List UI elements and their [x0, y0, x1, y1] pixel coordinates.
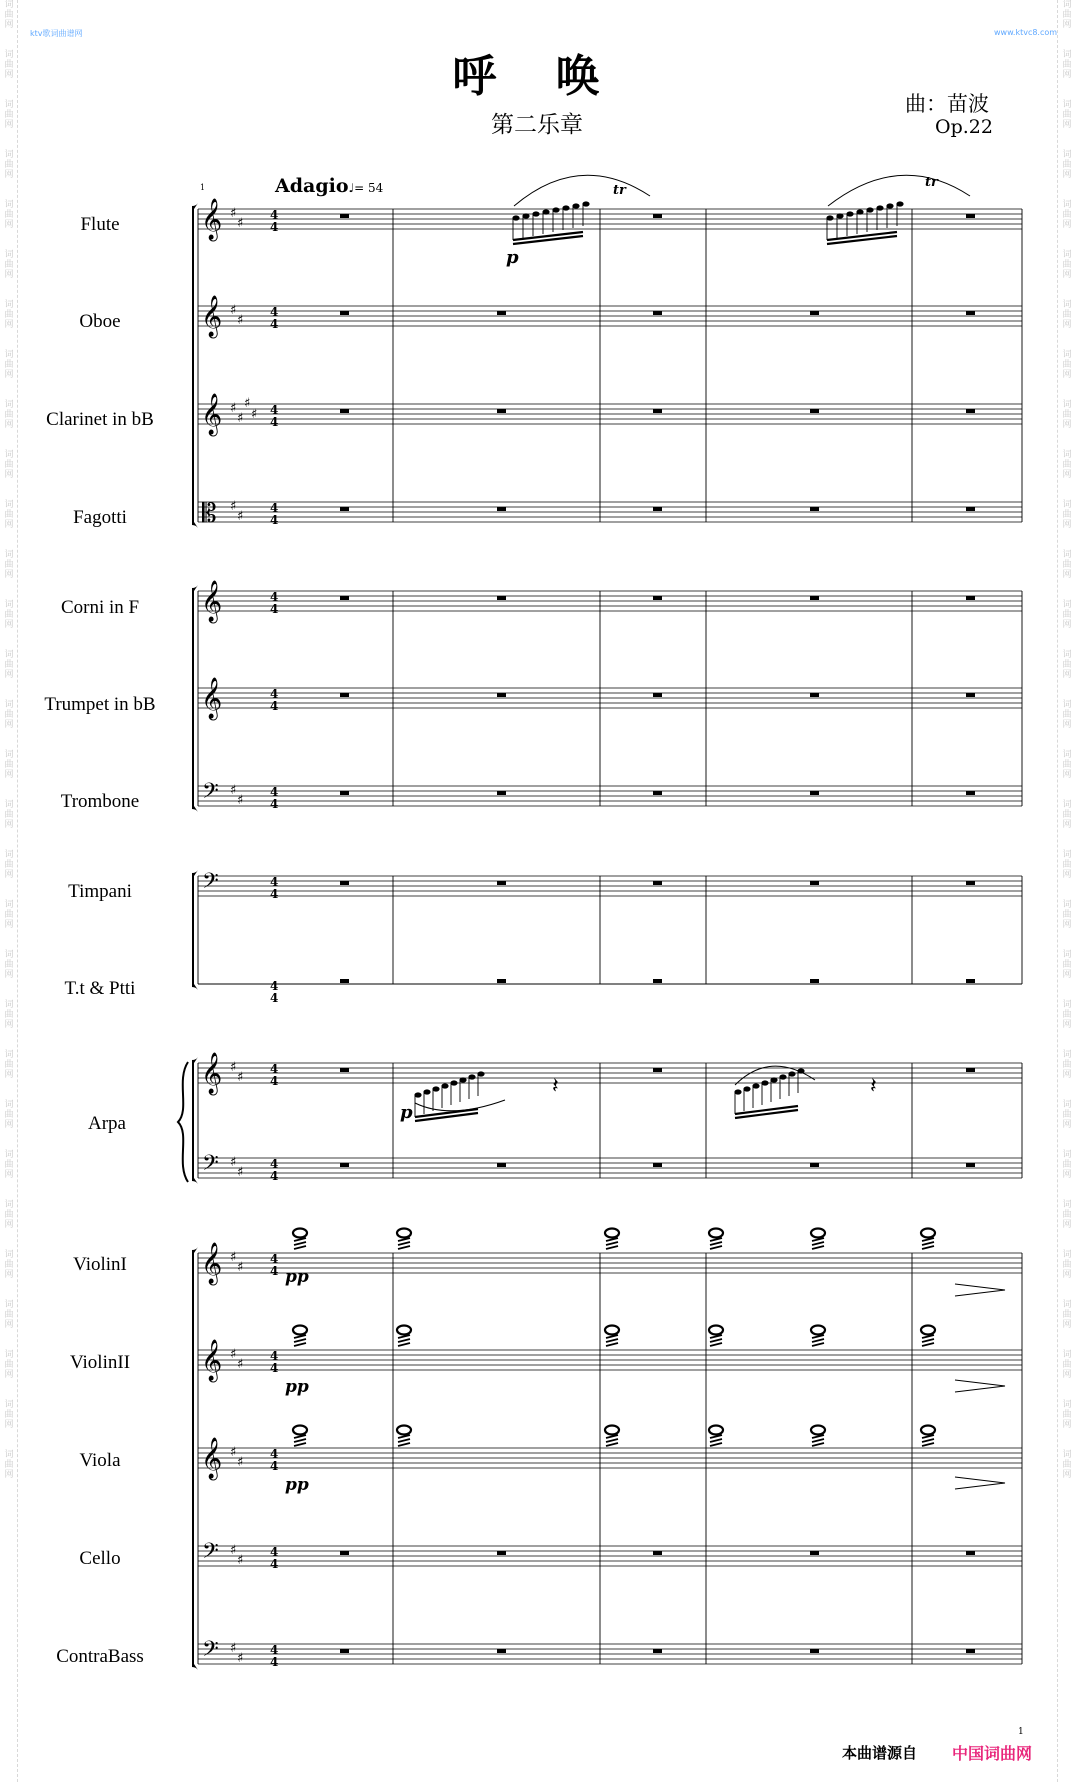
- note-head: [770, 1077, 777, 1082]
- decrescendo-hairpin: [955, 1380, 1005, 1392]
- note-head: [532, 211, 539, 216]
- whole-rest: [966, 311, 975, 315]
- note-beam: [827, 236, 897, 244]
- key-sharp: ♯: [251, 407, 258, 422]
- time-signature-bottom: 4: [270, 699, 279, 713]
- label-flute: Flute: [80, 214, 120, 235]
- opus-number: Op.22: [935, 116, 993, 138]
- whole-rest: [810, 596, 819, 600]
- tremolo-stroke: [922, 1343, 934, 1346]
- whole-rest: [497, 311, 506, 315]
- note-head: [522, 213, 529, 218]
- tenor-clef: 𝄡: [202, 499, 217, 529]
- time-signature-top: 4: [270, 1157, 279, 1171]
- key-sharp: ♯: [237, 1455, 244, 1470]
- dynamic-p: p: [400, 1102, 413, 1123]
- group-bracket: [192, 1247, 198, 1670]
- tremolo-stroke: [606, 1246, 618, 1249]
- footer-source-label: 本曲谱源自: [842, 1744, 918, 1762]
- treble-clef: 𝄞: [201, 1243, 223, 1284]
- tremolo-stroke: [812, 1339, 824, 1342]
- measure-number: 1: [200, 183, 206, 192]
- tremolo-stroke: [710, 1339, 722, 1342]
- tremolo-stroke: [812, 1343, 824, 1346]
- whole-rest: [810, 979, 819, 983]
- key-sharp: ♯: [230, 1155, 237, 1170]
- note-head: [826, 215, 833, 220]
- whole-rest: [966, 214, 975, 218]
- whole-rest: [340, 1649, 349, 1653]
- time-signature-top: 4: [270, 208, 279, 222]
- time-signature-bottom: 4: [270, 887, 279, 901]
- tremolo-stroke: [398, 1439, 410, 1442]
- label-arpa: Arpa: [88, 1113, 126, 1134]
- tremolo-stroke: [812, 1246, 824, 1249]
- whole-note: [397, 1326, 411, 1335]
- key-sharp: ♯: [230, 1445, 237, 1460]
- whole-rest: [653, 1551, 662, 1555]
- whole-rest: [653, 311, 662, 315]
- trill-mark: tr: [613, 183, 626, 198]
- treble-clef: 𝄞: [201, 1340, 223, 1381]
- time-signature-top: 4: [270, 875, 279, 889]
- time-signature-bottom: 4: [270, 1655, 279, 1669]
- tremolo-stroke: [812, 1439, 824, 1442]
- tremolo-stroke: [710, 1443, 722, 1446]
- tremolo-stroke: [294, 1443, 306, 1446]
- note-head: [459, 1077, 466, 1082]
- bass-clef: 𝄢: [202, 779, 219, 809]
- dynamic-pp: pp: [285, 1475, 309, 1495]
- whole-rest: [340, 979, 349, 983]
- note-head: [512, 215, 519, 220]
- whole-rest: [810, 409, 819, 413]
- whole-note: [605, 1326, 619, 1335]
- tremolo-stroke: [812, 1443, 824, 1446]
- movement-subtitle: 第二乐章: [491, 112, 583, 138]
- key-sharp: ♯: [237, 793, 244, 808]
- note-beam: [513, 232, 583, 240]
- whole-rest: [966, 979, 975, 983]
- key-sharp: ♯: [237, 1165, 244, 1180]
- bass-clef: 𝄢: [202, 1539, 219, 1569]
- whole-note: [293, 1326, 307, 1335]
- whole-note: [709, 1229, 723, 1238]
- tremolo-stroke: [398, 1343, 410, 1346]
- whole-rest: [497, 1163, 506, 1167]
- tremolo-stroke: [606, 1339, 618, 1342]
- note-head: [761, 1080, 768, 1085]
- whole-rest: [653, 596, 662, 600]
- harp-brace: [178, 1062, 188, 1182]
- time-signature-top: 4: [270, 1349, 279, 1363]
- note-head: [432, 1086, 439, 1091]
- dynamic-pp: pp: [285, 1267, 309, 1287]
- treble-clef: 𝄞: [201, 678, 223, 719]
- whole-rest: [653, 507, 662, 511]
- time-signature-top: 4: [270, 979, 279, 993]
- time-signature-top: 4: [270, 1447, 279, 1461]
- right-side-watermark: 词 曲 网 词 曲 网 词 曲 网 词 曲 网 词 曲 网 词 曲 网 词 曲 网 词 曲 网 词 曲 网 词 曲 网 词 曲 网 词 曲 网 词 曲 网 词 曲 网 词 曲 网 词 曲 网 词 曲 网 词 曲 网 词 曲 网 词 曲 网 词 曲 网 词 曲 网 词 曲 网 词 曲 网 词 曲 网 词 曲 网 词 曲 网 词 曲 网 词 曲 网 词 曲 网: [1062, 0, 1072, 1480]
- note-head: [856, 209, 863, 214]
- whole-note: [293, 1426, 307, 1435]
- tremolo-stroke: [710, 1242, 722, 1245]
- key-sharp: ♯: [230, 303, 237, 318]
- treble-clef: 𝄞: [201, 581, 223, 622]
- note-beam: [415, 1113, 478, 1121]
- metronome-mark: ♩= 54: [348, 181, 384, 195]
- label-corni: Corni in F: [60, 597, 140, 618]
- key-sharp: ♯: [230, 1543, 237, 1558]
- tremolo-stroke: [606, 1242, 618, 1245]
- key-sharp: ♯: [237, 411, 244, 426]
- bass-clef: 𝄢: [202, 869, 219, 899]
- key-sharp: ♯: [230, 1641, 237, 1656]
- note-beam: [735, 1110, 798, 1118]
- tremolo-stroke: [812, 1242, 824, 1245]
- note-head: [468, 1074, 475, 1079]
- key-sharp: ♯: [230, 1347, 237, 1362]
- time-signature-bottom: 4: [270, 1074, 279, 1088]
- whole-note: [709, 1326, 723, 1335]
- treble-clef: 𝄞: [201, 394, 223, 435]
- whole-rest: [340, 693, 349, 697]
- whole-rest: [966, 881, 975, 885]
- treble-clef: 𝄞: [201, 1438, 223, 1479]
- time-signature-top: 4: [270, 1643, 279, 1657]
- key-sharp: ♯: [237, 216, 244, 231]
- tremolo-stroke: [710, 1343, 722, 1346]
- tremolo-stroke: [398, 1242, 410, 1245]
- whole-rest: [810, 1551, 819, 1555]
- slur: [514, 175, 650, 206]
- whole-rest: [497, 1551, 506, 1555]
- label-contrabass: ContraBass: [56, 1646, 144, 1667]
- time-signature-bottom: 4: [270, 1459, 279, 1473]
- time-signature-top: 4: [270, 305, 279, 319]
- whole-rest: [653, 791, 662, 795]
- whole-rest: [653, 979, 662, 983]
- time-signature-top: 4: [270, 501, 279, 515]
- tremolo-stroke: [398, 1246, 410, 1249]
- whole-note: [709, 1426, 723, 1435]
- whole-rest: [497, 791, 506, 795]
- tremolo-stroke: [606, 1439, 618, 1442]
- group-bracket: [192, 1057, 198, 1184]
- note-head: [734, 1089, 741, 1094]
- whole-rest: [810, 1649, 819, 1653]
- note-head: [866, 207, 873, 212]
- key-sharp: ♯: [237, 1260, 244, 1275]
- treble-clef: 𝄞: [201, 296, 223, 337]
- whole-rest: [497, 1649, 506, 1653]
- group-bracket: [192, 203, 198, 528]
- note-head: [562, 205, 569, 210]
- time-signature-bottom: 4: [270, 317, 279, 331]
- time-signature-bottom: 4: [270, 1264, 279, 1278]
- bass-clef: 𝄢: [202, 1151, 219, 1181]
- label-timpani: Timpani: [68, 881, 132, 902]
- whole-rest: [966, 1551, 975, 1555]
- whole-rest: [340, 1163, 349, 1167]
- whole-rest: [966, 1649, 975, 1653]
- whole-rest: [966, 507, 975, 511]
- time-signature-bottom: 4: [270, 1361, 279, 1375]
- note-head: [752, 1083, 759, 1088]
- note-head: [572, 203, 579, 208]
- whole-rest: [340, 791, 349, 795]
- whole-rest: [653, 1649, 662, 1653]
- note-head: [542, 209, 549, 214]
- note-head: [788, 1071, 795, 1076]
- time-signature-top: 4: [270, 590, 279, 604]
- whole-note: [921, 1326, 935, 1335]
- group-bracket: [192, 870, 198, 990]
- whole-rest: [340, 409, 349, 413]
- whole-note: [811, 1326, 825, 1335]
- composer-credit: 曲：苗波: [905, 92, 989, 116]
- key-sharp: ♯: [230, 401, 237, 416]
- key-sharp: ♯: [230, 499, 237, 514]
- whole-rest: [810, 1163, 819, 1167]
- quarter-rest: 𝄽: [552, 1074, 559, 1099]
- whole-rest: [340, 311, 349, 315]
- key-sharp: ♯: [237, 1070, 244, 1085]
- note-beam: [827, 232, 897, 240]
- treble-clef: 𝄞: [201, 1053, 223, 1094]
- whole-note: [397, 1426, 411, 1435]
- tremolo-stroke: [398, 1443, 410, 1446]
- group-bracket: [192, 585, 198, 812]
- trill-mark: tr: [925, 175, 938, 190]
- note-head: [450, 1080, 457, 1085]
- key-sharp: ♯: [244, 396, 251, 411]
- time-signature-top: 4: [270, 1062, 279, 1076]
- site-right-text: www.ktvc8.com: [994, 28, 1058, 37]
- label-fagotti: Fagotti: [73, 507, 127, 528]
- bass-clef: 𝄢: [202, 1637, 219, 1667]
- note-head: [743, 1086, 750, 1091]
- whole-note: [921, 1229, 935, 1238]
- label-cello: Cello: [79, 1548, 121, 1569]
- footer-source-site[interactable]: 中国词曲网: [952, 1744, 1033, 1763]
- time-signature-top: 4: [270, 403, 279, 417]
- treble-clef: 𝄞: [201, 199, 223, 240]
- whole-rest: [966, 1163, 975, 1167]
- note-head: [779, 1074, 786, 1079]
- note-beam: [513, 236, 583, 244]
- tremolo-stroke: [294, 1339, 306, 1342]
- time-signature-top: 4: [270, 785, 279, 799]
- key-sharp: ♯: [230, 1060, 237, 1075]
- whole-note: [605, 1229, 619, 1238]
- whole-rest: [653, 881, 662, 885]
- tremolo-stroke: [710, 1439, 722, 1442]
- whole-rest: [340, 214, 349, 218]
- whole-rest: [810, 791, 819, 795]
- whole-rest: [966, 1068, 975, 1072]
- time-signature-bottom: 4: [270, 991, 279, 1005]
- note-head: [896, 201, 903, 206]
- key-sharp: ♯: [237, 1357, 244, 1372]
- decrescendo-hairpin: [955, 1284, 1005, 1296]
- key-sharp: ♯: [237, 1553, 244, 1568]
- time-signature-bottom: 4: [270, 220, 279, 234]
- tremolo-stroke: [606, 1443, 618, 1446]
- tremolo-stroke: [294, 1439, 306, 1442]
- label-violin1: ViolinI: [73, 1254, 127, 1275]
- slur: [828, 175, 970, 206]
- time-signature-top: 4: [270, 687, 279, 701]
- score-title: 呼 唤: [452, 51, 622, 102]
- dynamic-p: p: [506, 247, 519, 268]
- tremolo-stroke: [710, 1246, 722, 1249]
- note-head: [441, 1083, 448, 1088]
- dynamic-pp: pp: [285, 1377, 309, 1397]
- time-signature-bottom: 4: [270, 602, 279, 616]
- key-sharp: ♯: [230, 206, 237, 221]
- tremolo-stroke: [922, 1443, 934, 1446]
- tremolo-stroke: [922, 1439, 934, 1442]
- whole-rest: [497, 596, 506, 600]
- label-viola: Viola: [79, 1450, 121, 1471]
- whole-rest: [340, 1551, 349, 1555]
- note-head: [423, 1089, 430, 1094]
- whole-note: [605, 1426, 619, 1435]
- label-trumpet: Trumpet in bB: [44, 694, 156, 715]
- whole-rest: [497, 507, 506, 511]
- key-sharp: ♯: [237, 509, 244, 524]
- note-head: [414, 1092, 421, 1097]
- label-oboe: Oboe: [79, 311, 121, 332]
- whole-rest: [966, 596, 975, 600]
- tempo-text: Adagio: [275, 175, 349, 197]
- note-head: [552, 207, 559, 212]
- note-head: [582, 201, 589, 206]
- whole-rest: [653, 693, 662, 697]
- whole-rest: [966, 791, 975, 795]
- key-sharp: ♯: [237, 1651, 244, 1666]
- quarter-rest: 𝄽: [870, 1074, 877, 1099]
- whole-rest: [810, 881, 819, 885]
- whole-note: [811, 1426, 825, 1435]
- tremolo-stroke: [294, 1343, 306, 1346]
- whole-rest: [810, 311, 819, 315]
- whole-rest: [497, 881, 506, 885]
- whole-note: [397, 1229, 411, 1238]
- key-sharp: ♯: [230, 783, 237, 798]
- time-signature-bottom: 4: [270, 415, 279, 429]
- whole-note: [811, 1229, 825, 1238]
- key-sharp: ♯: [230, 1250, 237, 1265]
- note-head: [876, 205, 883, 210]
- tremolo-stroke: [606, 1343, 618, 1346]
- label-violin2: ViolinII: [69, 1352, 131, 1373]
- time-signature-top: 4: [270, 1252, 279, 1266]
- whole-rest: [340, 881, 349, 885]
- time-signature-bottom: 4: [270, 513, 279, 527]
- tremolo-stroke: [922, 1339, 934, 1342]
- whole-rest: [497, 693, 506, 697]
- whole-note: [293, 1229, 307, 1238]
- whole-rest: [497, 979, 506, 983]
- tremolo-stroke: [922, 1242, 934, 1245]
- whole-rest: [653, 214, 662, 218]
- whole-rest: [810, 693, 819, 697]
- tremolo-stroke: [294, 1242, 306, 1245]
- time-signature-bottom: 4: [270, 1169, 279, 1183]
- whole-rest: [340, 1068, 349, 1072]
- whole-rest: [653, 1068, 662, 1072]
- note-head: [886, 203, 893, 208]
- whole-rest: [810, 507, 819, 511]
- page-number: 1: [1018, 1727, 1024, 1737]
- decrescendo-hairpin: [955, 1477, 1005, 1489]
- time-signature-bottom: 4: [270, 1557, 279, 1571]
- tremolo-stroke: [294, 1246, 306, 1249]
- whole-rest: [340, 596, 349, 600]
- time-signature-bottom: 4: [270, 797, 279, 811]
- label-trombone: Trombone: [60, 791, 140, 812]
- note-head: [836, 213, 843, 218]
- note-head: [846, 211, 853, 216]
- whole-note: [921, 1426, 935, 1435]
- whole-rest: [340, 507, 349, 511]
- note-head: [477, 1071, 484, 1076]
- whole-rest: [653, 409, 662, 413]
- tremolo-stroke: [398, 1339, 410, 1342]
- whole-rest: [966, 693, 975, 697]
- time-signature-top: 4: [270, 1545, 279, 1559]
- label-tt-ptti: T.t & Ptti: [64, 978, 136, 999]
- tremolo-stroke: [922, 1246, 934, 1249]
- whole-rest: [966, 409, 975, 413]
- key-sharp: ♯: [237, 313, 244, 328]
- label-clarinet: Clarinet in bB: [46, 409, 154, 430]
- whole-rest: [497, 409, 506, 413]
- whole-rest: [653, 1163, 662, 1167]
- left-side-watermark: 词 曲 网 词 曲 网 词 曲 网 词 曲 网 词 曲 网 词 曲 网 词 曲 网 词 曲 网 词 曲 网 词 曲 网 词 曲 网 词 曲 网 词 曲 网 词 曲 网 词 曲 网 词 曲 网 词 曲 网 词 曲 网 词 曲 网 词 曲 网 词 曲 网 词 曲 网 词 曲 网 词 曲 网 词 曲 网 词 曲 网 词 曲 网 词 曲 网 词 曲 网 词 曲 网: [4, 0, 14, 1480]
- site-left-text: ktv歌词曲谱网: [30, 29, 83, 38]
